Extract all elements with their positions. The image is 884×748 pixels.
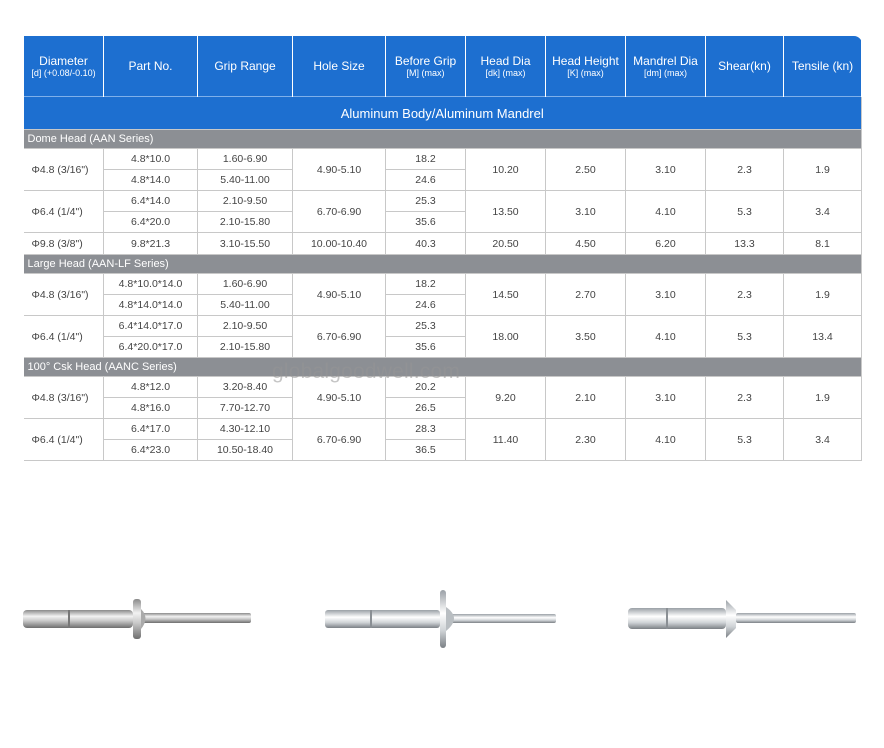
column-header-label: Part No. xyxy=(128,59,173,73)
column-header xyxy=(293,36,386,97)
head-dia-cell: 11.40 xyxy=(466,419,546,461)
before-grip-cell: 25.3 xyxy=(386,191,466,212)
mandrel-dia-cell: 4.10 xyxy=(626,191,706,233)
column-header-unit: [M] (max) xyxy=(406,67,445,78)
column-header-unit: [K] (max) xyxy=(567,67,604,78)
head-height-cell: 2.70 xyxy=(546,274,626,316)
column-header xyxy=(626,36,706,97)
before-grip-cell: 36.5 xyxy=(386,440,466,461)
diameter-cell: Φ9.8 (3/8") xyxy=(24,233,104,255)
grip-range-cell: 1.60-6.90 xyxy=(198,149,293,170)
part-no-cell: 6.4*14.0*17.0 xyxy=(104,316,198,337)
hole-size-cell: 6.70-6.90 xyxy=(293,316,386,358)
hole-size-cell: 4.90-5.10 xyxy=(293,149,386,191)
before-grip-cell: 18.2 xyxy=(386,149,466,170)
diameter-cell: Φ6.4 (1/4") xyxy=(24,316,104,358)
tensile-cell: 3.4 xyxy=(784,419,862,461)
grip-range-cell: 2.10-15.80 xyxy=(198,337,293,358)
diameter-cell: Φ6.4 (1/4") xyxy=(24,419,104,461)
mandrel-dia-cell: 3.10 xyxy=(626,149,706,191)
part-no-cell: 4.8*16.0 xyxy=(104,398,198,419)
series-title: 100° Csk Head (AANC Series) xyxy=(24,358,862,377)
column-header-unit: [dm] (max) xyxy=(643,67,687,78)
tensile-cell: 1.9 xyxy=(784,149,862,191)
grip-range-cell: 1.60-6.90 xyxy=(198,274,293,295)
series-section-header xyxy=(24,255,862,274)
mandrel-dia-cell: 3.10 xyxy=(626,377,706,419)
before-grip-cell: 40.3 xyxy=(386,233,466,255)
before-grip-cell: 25.3 xyxy=(386,316,466,337)
rivet-images xyxy=(0,580,884,660)
hole-size-cell: 10.00-10.40 xyxy=(293,233,386,255)
before-grip-cell: 24.6 xyxy=(386,295,466,316)
table-body xyxy=(24,97,862,461)
before-grip-cell: 26.5 xyxy=(386,398,466,419)
column-header-label: Head Height xyxy=(552,53,619,68)
column-header xyxy=(24,36,104,97)
series-title: Large Head (AAN-LF Series) xyxy=(24,255,862,274)
diameter-cell: Φ4.8 (3/16") xyxy=(24,377,104,419)
table-row xyxy=(24,419,862,440)
grip-range-cell: 3.10-15.50 xyxy=(198,233,293,255)
head-dia-cell: 13.50 xyxy=(466,191,546,233)
column-header-unit: [dk] (max) xyxy=(485,67,526,78)
head-height-cell: 2.10 xyxy=(546,377,626,419)
grip-range-cell: 2.10-9.50 xyxy=(198,316,293,337)
head-dia-cell: 10.20 xyxy=(466,149,546,191)
head-height-cell: 2.50 xyxy=(546,149,626,191)
table-row xyxy=(24,149,862,170)
column-header xyxy=(466,36,546,97)
grip-range-cell: 5.40-11.00 xyxy=(198,170,293,191)
mandrel-dia-cell: 4.10 xyxy=(626,316,706,358)
head-height-cell: 2.30 xyxy=(546,419,626,461)
mandrel-dia-cell: 3.10 xyxy=(626,274,706,316)
shear-cell: 2.3 xyxy=(706,274,784,316)
rivet-dome-head-image xyxy=(23,599,251,639)
part-no-cell: 9.8*21.3 xyxy=(104,233,198,255)
hole-size-cell: 4.90-5.10 xyxy=(293,377,386,419)
part-no-cell: 6.4*14.0 xyxy=(104,191,198,212)
shear-cell: 5.3 xyxy=(706,419,784,461)
part-no-cell: 6.4*23.0 xyxy=(104,440,198,461)
head-dia-cell: 9.20 xyxy=(466,377,546,419)
rivet-csk-head-image xyxy=(628,600,856,638)
column-header-label: Head Dia xyxy=(480,53,531,68)
hole-size-cell: 6.70-6.90 xyxy=(293,191,386,233)
diameter-cell: Φ6.4 (1/4") xyxy=(24,191,104,233)
column-header xyxy=(104,36,198,97)
column-header xyxy=(706,36,784,97)
part-no-cell: 6.4*20.0*17.0 xyxy=(104,337,198,358)
column-header xyxy=(386,36,466,97)
before-grip-cell: 35.6 xyxy=(386,337,466,358)
tensile-cell: 1.9 xyxy=(784,377,862,419)
before-grip-cell: 20.2 xyxy=(386,377,466,398)
before-grip-cell: 35.6 xyxy=(386,212,466,233)
tensile-cell: 13.4 xyxy=(784,316,862,358)
column-header xyxy=(546,36,626,97)
table-row xyxy=(24,316,862,337)
hole-size-cell: 6.70-6.90 xyxy=(293,419,386,461)
hole-size-cell: 4.90-5.10 xyxy=(293,274,386,316)
watermark: globalgoodwell.com xyxy=(272,360,461,383)
column-header-label: Tensile (kn) xyxy=(791,59,854,73)
part-no-cell: 4.8*12.0 xyxy=(104,377,198,398)
column-header-label: Grip Range xyxy=(214,59,276,73)
head-dia-cell: 20.50 xyxy=(466,233,546,255)
column-header-label: Shear(kn) xyxy=(718,59,771,73)
rivet-spec-table xyxy=(23,36,862,461)
column-header xyxy=(784,36,862,97)
tensile-cell: 1.9 xyxy=(784,274,862,316)
part-no-cell: 4.8*14.0*14.0 xyxy=(104,295,198,316)
column-header xyxy=(198,36,293,97)
diameter-cell: Φ4.8 (3/16") xyxy=(24,149,104,191)
material-banner-label: Aluminum Body/Aluminum Mandrel xyxy=(24,97,862,130)
part-no-cell: 4.8*14.0 xyxy=(104,170,198,191)
grip-range-cell: 4.30-12.10 xyxy=(198,419,293,440)
part-no-cell: 6.4*20.0 xyxy=(104,212,198,233)
part-no-cell: 4.8*10.0 xyxy=(104,149,198,170)
rivet-large-head-image xyxy=(325,590,556,648)
tensile-cell: 8.1 xyxy=(784,233,862,255)
shear-cell: 2.3 xyxy=(706,149,784,191)
shear-cell: 5.3 xyxy=(706,191,784,233)
column-header-label: Diameter xyxy=(39,53,88,68)
part-no-cell: 4.8*10.0*14.0 xyxy=(104,274,198,295)
before-grip-cell: 24.6 xyxy=(386,170,466,191)
head-height-cell: 3.50 xyxy=(546,316,626,358)
before-grip-cell: 28.3 xyxy=(386,419,466,440)
material-banner xyxy=(24,97,862,130)
grip-range-cell: 5.40-11.00 xyxy=(198,295,293,316)
head-dia-cell: 18.00 xyxy=(466,316,546,358)
column-header-label: Mandrel Dia xyxy=(633,53,698,68)
shear-cell: 2.3 xyxy=(706,377,784,419)
column-header-unit: [d] (+0.08/-0.10) xyxy=(31,67,96,78)
mandrel-dia-cell: 6.20 xyxy=(626,233,706,255)
shear-cell: 5.3 xyxy=(706,316,784,358)
part-no-cell: 6.4*17.0 xyxy=(104,419,198,440)
before-grip-cell: 18.2 xyxy=(386,274,466,295)
table-row xyxy=(24,274,862,295)
table-row xyxy=(24,191,862,212)
mandrel-dia-cell: 4.10 xyxy=(626,419,706,461)
shear-cell: 13.3 xyxy=(706,233,784,255)
grip-range-cell: 2.10-15.80 xyxy=(198,212,293,233)
tensile-cell: 3.4 xyxy=(784,191,862,233)
series-title: Dome Head (AAN Series) xyxy=(24,130,862,149)
grip-range-cell: 3.20-8.40 xyxy=(198,377,293,398)
grip-range-cell: 7.70-12.70 xyxy=(198,398,293,419)
head-height-cell: 4.50 xyxy=(546,233,626,255)
series-section-header xyxy=(24,130,862,149)
diameter-cell: Φ4.8 (3/16") xyxy=(24,274,104,316)
grip-range-cell: 2.10-9.50 xyxy=(198,191,293,212)
head-height-cell: 3.10 xyxy=(546,191,626,233)
spec-table-container xyxy=(23,36,861,461)
column-header-label: Before Grip xyxy=(394,53,457,68)
head-dia-cell: 14.50 xyxy=(466,274,546,316)
table-header-row xyxy=(24,36,862,97)
column-header-label: Hole Size xyxy=(313,59,365,73)
grip-range-cell: 10.50-18.40 xyxy=(198,440,293,461)
table-row xyxy=(24,233,862,255)
